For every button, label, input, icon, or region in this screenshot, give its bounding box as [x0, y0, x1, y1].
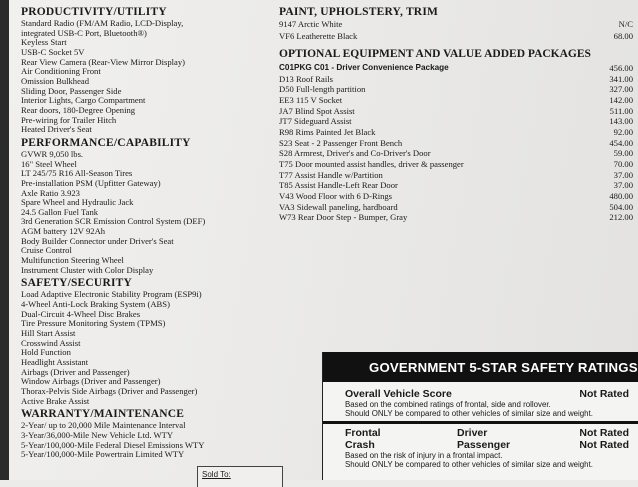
overall-desc-2: Should ONLY be compared to other vehicles of similar size and weight.	[345, 409, 593, 418]
option-price: 59.00	[613, 148, 633, 159]
feature-item: Load Adaptive Electronic Stability Program (ESP9i)	[21, 289, 202, 300]
driver-rating: Not Rated	[579, 427, 629, 439]
feature-item: Standard Radio (FM/AM Radio, LCD-Display,	[21, 18, 184, 28]
performance-list	[21, 150, 271, 276]
safety-ratings-panel	[322, 352, 638, 480]
option-price: 92.00	[613, 126, 633, 137]
option-description: EE3 115 V Socket	[279, 94, 343, 105]
option-description: C01PKG C01 - Driver Convenience Package	[279, 63, 449, 72]
option-description: VA3 Sidewall paneling, hardboard	[279, 201, 398, 212]
option-description: W73 Rear Door Step - Bumper, Gray	[279, 212, 408, 223]
option-row	[279, 148, 633, 159]
feature-item: Heated Driver's Seat	[21, 124, 92, 135]
crash-label: Crash	[345, 439, 375, 451]
overall-desc-1: Based on the combined ratings of frontal, side and rollover.	[345, 400, 551, 409]
safety-security-section	[21, 277, 271, 406]
option-description: T85 Assist Handle-Left Rear Door	[279, 180, 398, 191]
productivity-title: PRODUCTIVITY/UTILITY	[21, 6, 167, 18]
option-price: 454.00	[609, 137, 633, 148]
feature-item: Active Brake Assist	[21, 395, 90, 406]
option-row	[279, 127, 633, 138]
feature-item: Airbags (Driver and Passenger)	[21, 366, 130, 377]
option-price: 480.00	[609, 190, 633, 201]
option-row	[279, 84, 633, 95]
safety-security-list	[21, 290, 271, 406]
feature-item: Cruise Control	[21, 245, 72, 256]
feature-item: LT 245/75 R16 All-Season Tires	[21, 168, 133, 179]
option-description: S23 Seat - 2 Passenger Front Bench	[279, 137, 403, 148]
paint-title: PAINT, UPHOLSTERY, TRIM	[279, 6, 439, 18]
option-description: D50 Full-length partition	[279, 84, 366, 95]
option-price: 504.00	[609, 201, 633, 212]
overall-score-block	[323, 382, 638, 418]
feature-item: Spare Wheel and Hydraulic Jack	[21, 197, 134, 208]
option-description: D13 Roof Rails	[279, 73, 333, 84]
option-description: T75 Door mounted assist handles, driver & passenger	[279, 158, 464, 169]
feature-item: AGM battery 12V 92Ah	[21, 226, 106, 237]
option-row	[279, 63, 633, 74]
option-row	[279, 31, 633, 43]
optional-title: OPTIONAL EQUIPMENT AND VALUE ADDED PACKAGES	[279, 48, 591, 60]
feature-item: 24.5 Gallon Fuel Tank	[21, 206, 99, 217]
frontal-label: Frontal	[345, 427, 381, 439]
feature-item: 3-Year/36,000-Mile New Vehicle Ltd. WTY	[21, 429, 174, 440]
option-row	[279, 19, 633, 31]
feature-item: Multifunction Steering Wheel	[21, 255, 124, 266]
option-price: 327.00	[609, 84, 633, 95]
option-row	[279, 212, 633, 223]
option-price: 142.00	[609, 94, 633, 105]
option-price: 143.00	[609, 116, 633, 127]
option-price: 37.00	[613, 180, 633, 191]
feature-item: 5-Year/100,000-Mile Powertrain Limited WTY	[21, 449, 185, 460]
feature-item: 3rd Generation SCR Emission Control System (DEF)	[21, 216, 206, 227]
standard-features-column	[21, 6, 271, 462]
option-row	[279, 170, 633, 181]
options-column	[279, 6, 633, 223]
performance-title: PERFORMANCE/CAPABILITY	[21, 136, 191, 149]
warranty-title: WARRANTY/MAINTENANCE	[21, 408, 185, 421]
feature-item: Crosswind Assist	[21, 337, 81, 348]
feature-item: Rear doors, 180-Degree Opening	[21, 104, 136, 115]
feature-item: Hill Start Assist	[21, 328, 76, 339]
option-price: 511.00	[609, 105, 633, 116]
option-price: N/C	[618, 19, 633, 29]
option-description: R98 Rims Painted Jet Black	[279, 126, 376, 137]
option-row	[279, 95, 633, 106]
safety-ratings-title: GOVERNMENT 5-STAR SAFETY RATINGS	[323, 352, 638, 382]
feature-item: Tire Pressure Monitoring System (TPMS)	[21, 318, 166, 329]
feature-item: Window Airbags (Driver and Passenger)	[21, 376, 161, 387]
frontal-desc-2: Should ONLY be compared to other vehicles of similar size and weight.	[345, 460, 593, 469]
option-row	[279, 74, 633, 85]
safety-divider	[323, 421, 638, 424]
option-row	[279, 191, 633, 202]
option-description: T77 Assist Handle w/Partition	[279, 169, 383, 180]
driver-label: Driver	[457, 427, 488, 439]
feature-item: Instrument Cluster with Color Display	[21, 264, 154, 275]
feature-item: USB-C Socket 5V	[21, 46, 85, 57]
option-row	[279, 106, 633, 117]
option-price: 68.00	[613, 30, 633, 41]
feature-item: Body Builder Connector under Driver's Seat	[21, 235, 174, 246]
feature-item: Rear View Camera (Rear-View Mirror Display)	[21, 56, 186, 67]
feature-item: GVWR 9,050 lbs.	[21, 148, 84, 159]
warranty-list	[21, 421, 271, 460]
feature-item: Pre-installation PSM (Upfitter Gateway)	[21, 177, 161, 188]
option-row	[279, 180, 633, 191]
sold-to-box	[197, 466, 283, 487]
frontal-desc-1: Based on the risk of injury in a frontal impact.	[345, 451, 503, 460]
feature-item: Pre-wiring for Trailer Hitch	[21, 114, 117, 125]
option-price: 37.00	[613, 169, 633, 180]
warranty-section	[21, 408, 271, 460]
passenger-label: Passenger	[457, 439, 511, 451]
feature-item: integrated USB-C Port, Bluetooth®)	[21, 27, 147, 38]
feature-item: Interior Lights, Cargo Compartment	[21, 95, 146, 106]
paint-section	[279, 6, 633, 42]
left-edge-bar	[0, 0, 9, 480]
option-price: 70.00	[613, 158, 633, 169]
feature-item: Air Conditioning Front	[21, 66, 101, 77]
option-row	[279, 138, 633, 149]
feature-item: Hold Function	[21, 347, 71, 358]
option-price: 341.00	[609, 73, 633, 84]
option-description: V43 Wood Floor with 6 D-Rings	[279, 190, 393, 201]
passenger-rating: Not Rated	[579, 439, 629, 451]
overall-score-value: Not Rated	[579, 388, 629, 400]
feature-item: Keyless Start	[21, 37, 67, 48]
frontal-crash-block	[323, 427, 638, 469]
feature-item: 4-Wheel Anti-Lock Braking System (ABS)	[21, 299, 170, 310]
performance-section	[21, 137, 271, 276]
optional-rows	[279, 63, 633, 223]
option-description: S28 Armrest, Driver's and Co-Driver's Door	[279, 148, 431, 159]
option-price: 212.00	[609, 212, 633, 223]
feature-item: Thorax-Pelvis Side Airbags (Driver and Passenger)	[21, 385, 198, 396]
productivity-section	[21, 6, 271, 135]
feature-item: Sliding Door, Passenger Side	[21, 85, 122, 96]
option-description: JA7 Blind Spot Assist	[279, 105, 355, 116]
feature-item: Axle Ratio 3.923	[21, 187, 80, 198]
productivity-list	[21, 19, 271, 135]
feature-item: Dual-Circuit 4-Wheel Disc Brakes	[21, 308, 141, 319]
overall-score-label: Overall Vehicle Score	[345, 388, 452, 400]
safety-security-title: SAFETY/SECURITY	[21, 277, 132, 290]
option-row	[279, 116, 633, 127]
option-row	[279, 202, 633, 213]
feature-item: 16" Steel Wheel	[21, 158, 77, 169]
option-row	[279, 159, 633, 170]
feature-item: 5-Year/100,000-Mile Federal Diesel Emissions WTY	[21, 439, 205, 450]
option-price: 456.00	[609, 63, 633, 73]
feature-item: Headlight Assistant	[21, 357, 89, 367]
paint-rows	[279, 19, 633, 42]
feature-item: 2-Year/ up to 20,000 Mile Maintenance Interval	[21, 420, 186, 431]
option-description: JT7 Sideguard Assist	[279, 116, 352, 127]
option-description: VF6 Leatherette Black	[279, 30, 358, 41]
sold-to-label: Sold To:	[202, 470, 231, 479]
option-description: 9147 Arctic White	[279, 19, 343, 29]
feature-item: Omission Bulkhead	[21, 75, 90, 86]
